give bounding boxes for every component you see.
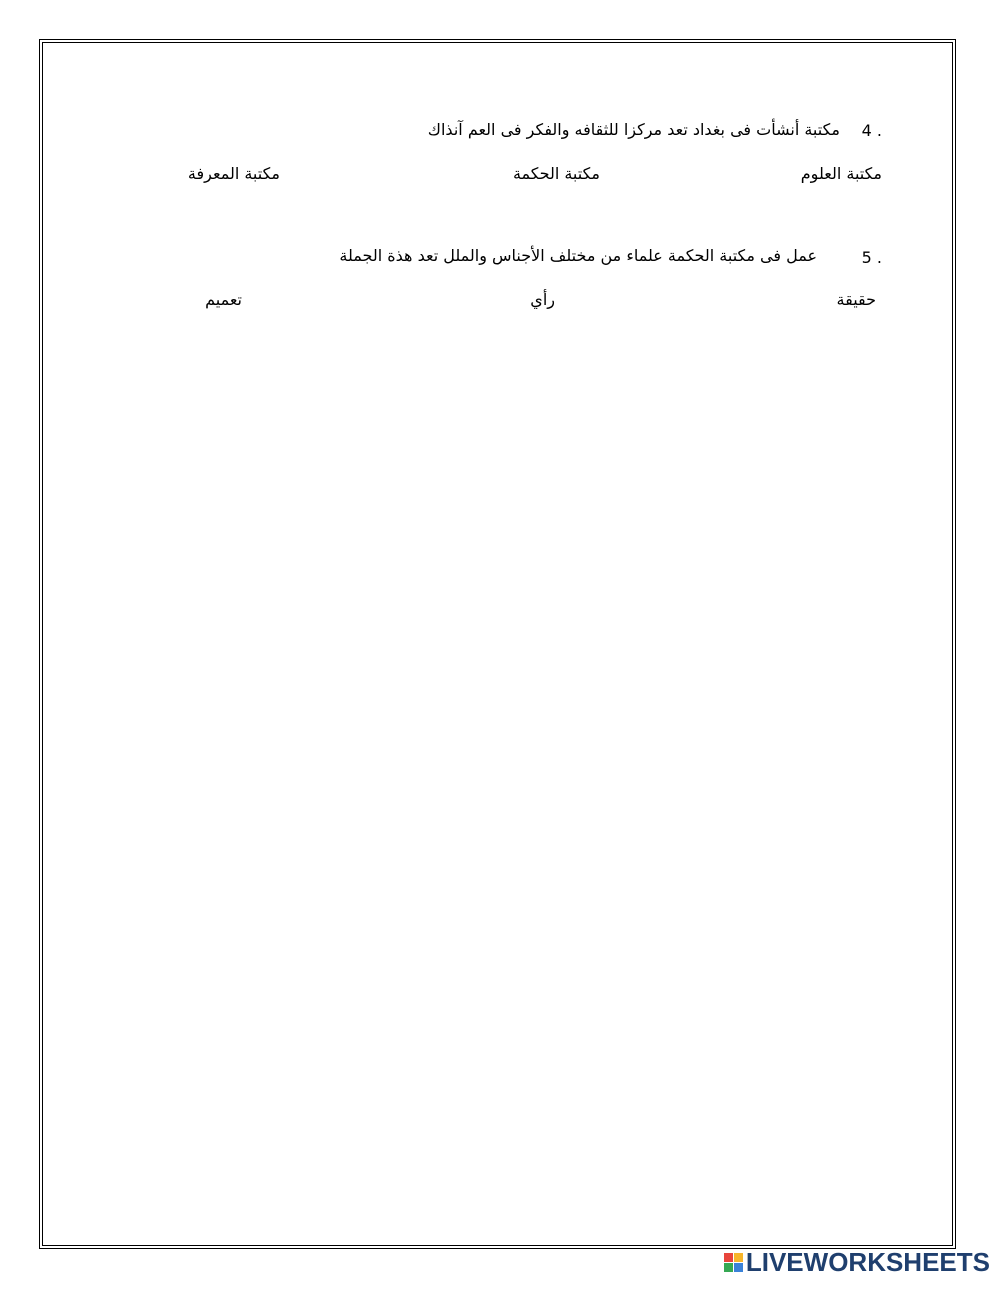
question-5-option-3[interactable]: تعميم [205,290,242,309]
page-border-inner [42,42,953,1246]
question-4-option-2[interactable]: مكتبة الحكمة [512,164,600,183]
question-5-number: 5 . [861,248,882,267]
question-4-option-1[interactable]: مكتبة العلوم [800,164,882,183]
logo-mark-icon [724,1253,743,1272]
logo-text: LIVEWORKSHEETS [745,1246,990,1277]
question-4-number: 4 . [861,121,882,140]
logo-square-yellow [734,1253,743,1262]
logo-square-blue [734,1263,743,1272]
question-5-option-2[interactable]: رأي [530,290,555,309]
logo-square-red [724,1253,733,1262]
question-5-option-1[interactable]: حقيقة [836,290,876,309]
question-5-text: عمل فى مكتبة الحكمة علماء من مختلف الأجناس والملل تعد هذة الجملة [339,246,817,265]
liveworksheets-logo [724,1247,990,1277]
question-4-option-3[interactable]: مكتبة المعرفة [187,164,280,183]
question-4-text: مكتبة أنشأت فى بغداد تعد مركزا للثقافه والفكر فى العم آنذاك [427,120,840,139]
logo-square-green [724,1263,733,1272]
